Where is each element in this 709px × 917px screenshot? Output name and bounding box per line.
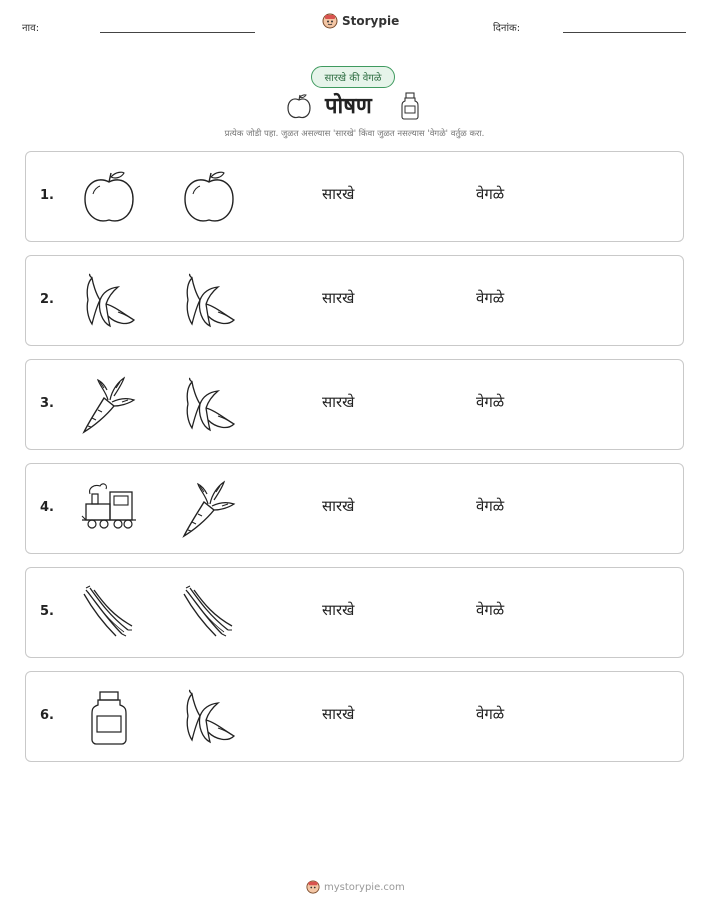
apple-icon <box>78 166 140 228</box>
option-different[interactable]: वेगळे <box>476 185 505 203</box>
question-number: 4. <box>40 500 54 515</box>
option-same[interactable]: सारखे <box>322 497 355 515</box>
category-tag: सारखे की वेगळे <box>311 66 395 88</box>
option-same[interactable]: सारखे <box>322 601 355 619</box>
question-row <box>25 255 684 346</box>
footer-url[interactable]: mystorypie.com <box>324 881 405 893</box>
jar-icon <box>78 686 140 748</box>
instructions-text: प्रत्येक जोडी पहा. जुळत असल्यास 'सारखे' किंवा जुळत नसल्यास 'वेगळे' वर्तुळ करा. <box>224 129 485 139</box>
green-beans-icon <box>78 582 140 644</box>
option-different[interactable]: वेगळे <box>476 393 505 411</box>
question-row <box>25 567 684 658</box>
storypie-mascot-icon <box>306 880 320 894</box>
brand-name: Storypie <box>342 14 400 28</box>
footer <box>306 880 405 894</box>
option-same[interactable]: सारखे <box>322 185 355 203</box>
question-row <box>25 359 684 450</box>
date-line[interactable] <box>563 32 686 33</box>
question-number: 6. <box>40 708 54 723</box>
option-different[interactable]: वेगळे <box>476 705 505 723</box>
storypie-mascot-icon <box>322 13 338 29</box>
carrot-icon <box>178 478 240 540</box>
date-label: दिनांक: <box>493 23 521 34</box>
brand-logo <box>322 13 399 29</box>
jar-icon <box>400 91 420 121</box>
option-different[interactable]: वेगळे <box>476 497 505 515</box>
question-row <box>25 151 684 242</box>
question-number: 1. <box>40 188 54 203</box>
question-number: 3. <box>40 396 54 411</box>
train-icon <box>78 478 140 540</box>
question-number: 2. <box>40 292 54 307</box>
question-row <box>25 463 684 554</box>
apple-icon <box>178 166 240 228</box>
page-title: पोषण <box>325 94 372 119</box>
name-label: नाव: <box>22 23 40 34</box>
option-different[interactable]: वेगळे <box>476 601 505 619</box>
name-line[interactable] <box>100 32 255 33</box>
option-different[interactable]: वेगळे <box>476 289 505 307</box>
banana-icon <box>78 270 140 332</box>
option-same[interactable]: सारखे <box>322 705 355 723</box>
question-number: 5. <box>40 604 54 619</box>
banana-icon <box>178 270 240 332</box>
banana-icon <box>178 374 240 436</box>
option-same[interactable]: सारखे <box>322 393 355 411</box>
green-beans-icon <box>178 582 240 644</box>
apple-icon <box>284 92 314 122</box>
option-same[interactable]: सारखे <box>322 289 355 307</box>
banana-icon <box>178 686 240 748</box>
question-row <box>25 671 684 762</box>
carrot-icon <box>78 374 140 436</box>
